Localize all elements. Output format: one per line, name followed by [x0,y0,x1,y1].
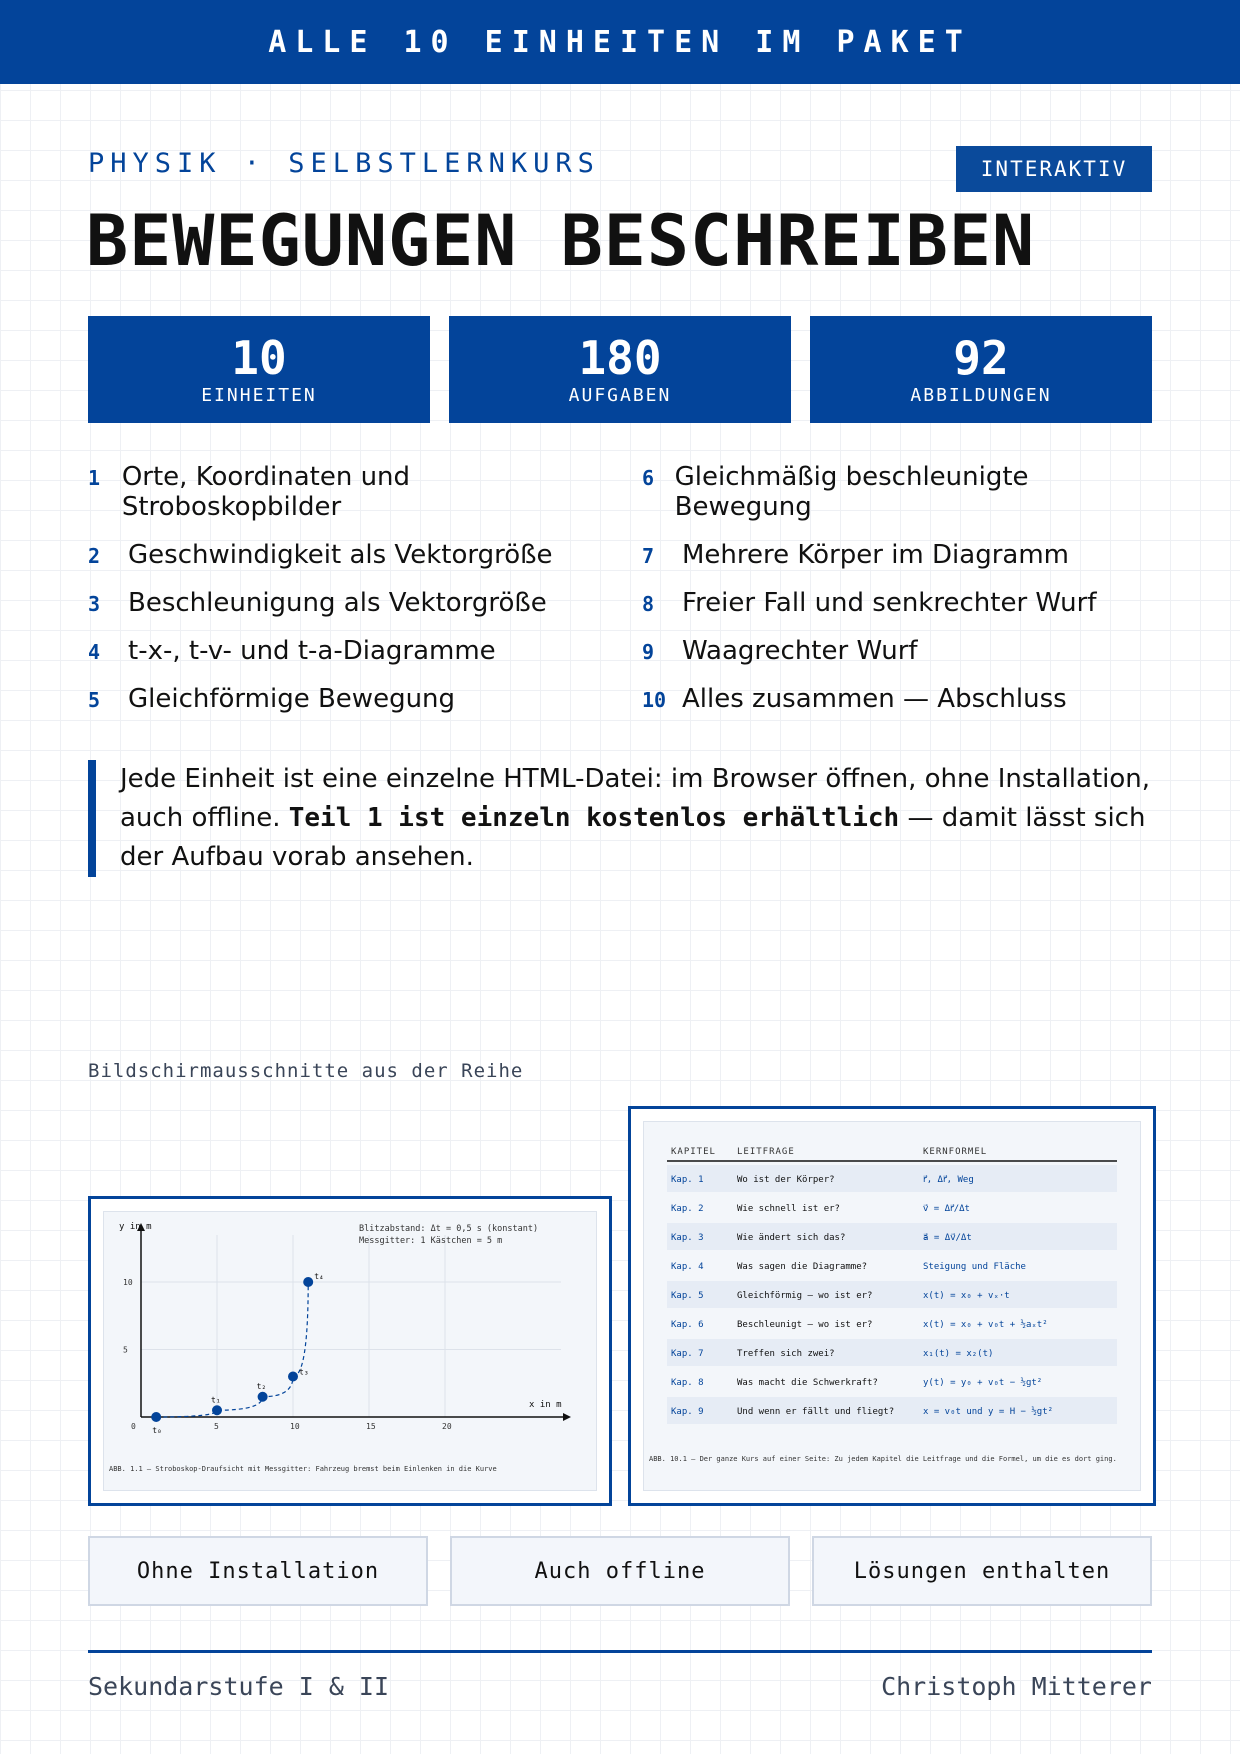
x-tick-label: 15 [366,1422,376,1431]
unit-title: Geschwindigkeit als Vektorgröße [128,540,553,570]
unit-item [88,540,588,570]
point-label: t₁ [211,1395,221,1405]
x-axis-label: x in m [529,1400,562,1410]
unit-item [88,588,588,618]
unit-number: 7 [642,544,655,568]
stat-value: 180 [578,331,662,385]
table-cell-chapter: Kap. 7 [671,1349,704,1359]
unit-title: Mehrere Körper im Diagramm [682,540,1069,570]
table-cell-formula: x(t) = x₀ + v₀t + ½aₓt² [923,1320,1048,1330]
screenshots-caption: Bildschirmausschnitte aus der Reihe [88,1060,524,1082]
table-header: LEITFRAGE [737,1147,795,1157]
unit-item [88,636,588,666]
table-cell-question: Gleichförmig — wo ist er? [737,1291,873,1301]
unit-number: 9 [642,640,655,664]
table-cell-chapter: Kap. 2 [671,1204,704,1214]
y-axis-label: y in m [119,1222,152,1232]
table-cell-question: Und wenn er fällt und fliegt? [737,1407,895,1417]
unit-title: Alles zusammen — Abschluss [682,684,1067,714]
table-cell-chapter: Kap. 8 [671,1378,704,1388]
table-cell-formula: y(t) = y₀ + v₀t − ½gt² [923,1378,1043,1388]
unit-title: t-x-, t-v- und t-a-Diagramme [128,636,496,666]
plot-note: Messgitter: 1 Kästchen = 5 m [359,1236,503,1246]
table-cell-question: Wie schnell ist er? [737,1204,840,1214]
x-tick-label: 0 [131,1422,136,1431]
page-title: BEWEGUNGEN BESCHREIBEN [86,200,1036,282]
table-cell-formula: x(t) = x₀ + vₓ·t [923,1291,1010,1301]
unit-title: Beschleunigung als Vektorgröße [128,588,547,618]
table-cell-chapter: Kap. 9 [671,1407,704,1417]
unit-number: 10 [642,688,667,712]
table-cell-formula: r⃗, Δr⃗, Weg [923,1175,974,1185]
interactive-badge: INTERAKTIV [956,146,1152,192]
table-header: KERNFORMEL [923,1147,988,1157]
unit-number: 1 [88,466,101,490]
table-cell-question: Was macht die Schwerkraft? [737,1378,878,1388]
unit-number: 5 [88,688,101,712]
x-axis-arrow [563,1413,571,1421]
table-cell-formula: x = v₀t und y = H − ½gt² [923,1407,1054,1417]
point-label: t₃ [299,1367,309,1377]
unit-item [642,684,1142,714]
table-cell-question: Beschleunigt — wo ist er? [737,1320,873,1330]
table-header: KAPITEL [671,1147,716,1157]
feature-offline: Auch offline [450,1536,790,1606]
plot-note: Blitzabstand: Δt = 0,5 s (konstant) [359,1224,539,1234]
table-cell-formula: x₁(t) = x₂(t) [923,1349,994,1359]
screenshot-plot [88,1196,612,1506]
table-row-bg [667,1165,1117,1192]
plot-grid [141,1235,561,1417]
table-cell-question: Wie ändert sich das? [737,1233,846,1243]
table-cell-chapter: Kap. 5 [671,1291,704,1301]
y-tick-label: 5 [123,1345,128,1355]
table-cell-chapter: Kap. 3 [671,1233,704,1243]
stat-value: 92 [953,331,1009,385]
unit-number: 8 [642,592,655,616]
table-row-bg [667,1223,1117,1250]
table-row-bg [667,1339,1117,1366]
summary-table [631,1109,1153,1503]
info-highlight: Teil 1 ist einzeln kostenlos erhältlich [288,803,900,833]
table-cell-chapter: Kap. 1 [671,1175,704,1185]
table-cell-chapter: Kap. 6 [671,1320,704,1330]
x-tick-label: 10 [290,1422,300,1431]
table-row-bg [667,1281,1117,1308]
unit-item [642,540,1142,570]
stat-tasks [449,316,791,423]
unit-number: 2 [88,544,101,568]
table-cell-chapter: Kap. 4 [671,1262,704,1272]
table-cell-question: Wo ist der Körper? [737,1175,835,1185]
table-cell-formula: a⃗ = Δv⃗/Δt [923,1233,972,1243]
data-point [258,1392,268,1402]
data-point [212,1405,222,1415]
stat-value: 10 [231,331,287,385]
info-text: Jede Einheit ist eine einzelne HTML-Datei: im Browser öffnen, ohne Installation, auch offline. [120,764,1151,833]
unit-item [88,684,588,714]
screenshot-table [628,1106,1156,1506]
unit-item [642,588,1142,618]
stat-label: AUFGABEN [568,385,672,406]
unit-number: 4 [88,640,101,664]
table-cell-question: Treffen sich zwei? [737,1349,835,1359]
stat-label: ABBILDUNGEN [910,385,1052,406]
table-cell-formula: Steigung und Fläche [923,1262,1026,1272]
plot-ticks [123,1278,452,1431]
info-callout [88,760,1180,877]
footer-level: Sekundarstufe I & II [88,1672,390,1701]
unit-title: Freier Fall und senkrechter Wurf [682,588,1097,618]
feature-no-install: Ohne Installation [88,1536,428,1606]
unit-item [642,462,1082,522]
unit-item [642,636,1142,666]
plot-points [151,1272,324,1435]
stat-figures [810,316,1152,423]
unit-number: 3 [88,592,101,616]
unit-title: Waagrechter Wurf [682,636,918,666]
data-point [303,1277,313,1287]
top-banner [0,0,1240,84]
table-rows [667,1165,1117,1424]
point-label: t₄ [314,1272,324,1281]
feature-solutions: Lösungen enthalten [812,1536,1152,1606]
stat-units [88,316,430,423]
unit-title: Orte, Koordinaten und Stroboskopbilder [121,462,411,522]
x-tick-label: 20 [442,1422,452,1431]
table-cell-question: Was sagen die Diagramme? [737,1262,868,1272]
subject-kicker: PHYSIK · SELBSTLERNKURS [88,148,600,179]
unit-title: Gleichförmige Bewegung [128,684,456,714]
table-cell-formula: v⃗ = Δr⃗/Δt [923,1204,970,1214]
banner-text: ALLE 10 EINHEITEN IM PAKET [268,24,972,60]
stroboscope-plot [91,1199,609,1503]
unit-item [88,462,558,522]
unit-number: 6 [642,466,655,490]
y-tick-label: 10 [123,1278,133,1287]
data-point [288,1372,298,1382]
data-point [151,1412,161,1422]
info-text-end: — damit lässt sich der Aufbau vorab ansehen. [120,803,1146,872]
point-label: t₀ [152,1426,162,1435]
footer-author: Christoph Mitterer [881,1672,1152,1701]
stat-label: EINHEITEN [201,385,317,406]
point-label: t₂ [256,1381,267,1391]
x-tick-label: 5 [214,1422,219,1431]
footer-rule [88,1650,1152,1653]
plot-footnote: ABB. 1.1 — Stroboskop-Draufsicht mit Messgitter: Fahrzeug bremst beim Einlenken in die Kurve [109,1465,497,1473]
table-footnote: ABB. 10.1 — Der ganze Kurs auf einer Seite: Zu jedem Kapitel die Leitfrage und die Formel, um die es dort ging. [649,1455,1117,1463]
unit-title: Gleichmäßig beschleunigte Bewegung [674,462,1029,522]
